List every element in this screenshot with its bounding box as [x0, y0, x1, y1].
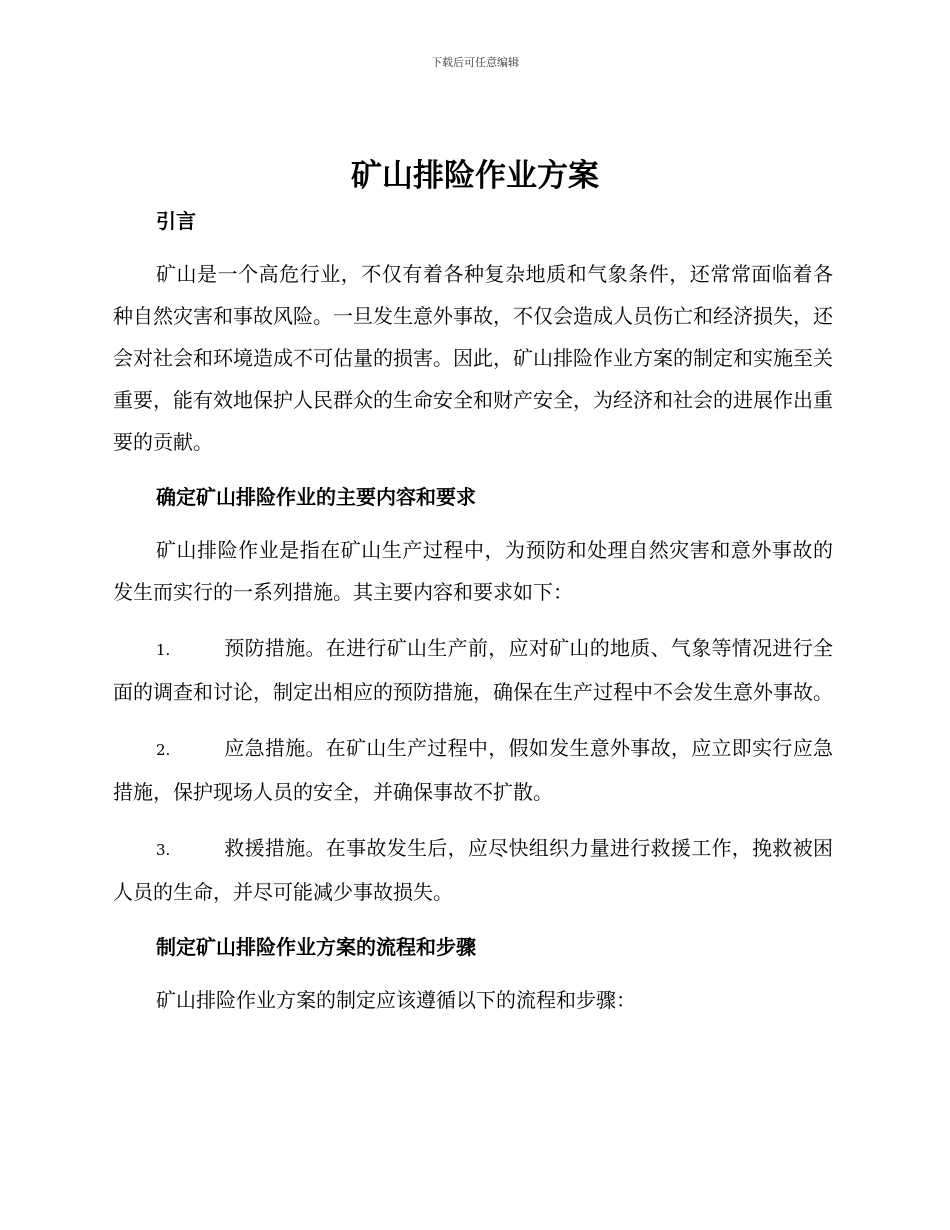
document-body — [113, 203, 833, 1021]
document-title: 矿山排险作业方案 — [351, 158, 599, 194]
list-item-number: 1. — [156, 641, 171, 659]
list-item — [113, 627, 833, 713]
list-item — [113, 827, 833, 913]
section-heading-content: 确定矿山排险作业的主要内容和要求 — [156, 485, 476, 509]
content-paragraph: 矿山排险作业是指在矿山生产过程中，为预防和处理自然灾害和意外事故的发生而实行的一系列措施。其主要内容和要求如下： — [113, 538, 833, 604]
list-item-number: 2. — [156, 741, 171, 759]
list-item-text: 应急措施。在矿山生产过程中，假如发生意外事故，应立即实行应急措施，保护现场人员的安全，并确保事故不扩散。 — [113, 736, 833, 804]
section-heading-process: 制定矿山排险作业方案的流程和步骤 — [156, 935, 476, 959]
list-item-number: 3. — [156, 841, 171, 859]
intro-paragraph: 矿山是一个高危行业，不仅有着各种复杂地质和气象条件，还常常面临着各种自然灾害和事故风险。一旦发生意外事故，不仅会造成人员伤亡和经济损失，还会对社会和环境造成不可估量的损害。因此，矿山排险作业方案的制定和实施至关重要，能有效地保护人民群众的生命安全和财产安全，为经济和社会的进展作出重要的贡献。 — [113, 262, 833, 454]
list-item — [113, 727, 833, 813]
list-item-text: 预防措施。在进行矿山生产前，应对矿山的地质、气象等情况进行全面的调查和讨论，制定出相应的预防措施，确保在生产过程中不会发生意外事故。 — [113, 636, 833, 704]
list-item-text: 救援措施。在事故发生后，应尽快组织力量进行救援工作，挽救被困人员的生命，并尽可能减少事故损失。 — [113, 836, 833, 904]
section-heading-intro: 引言 — [156, 209, 196, 233]
header-note: 下载后可任意编辑 — [431, 56, 519, 69]
process-paragraph: 矿山排险作业方案的制定应该遵循以下的流程和步骤： — [156, 988, 636, 1012]
